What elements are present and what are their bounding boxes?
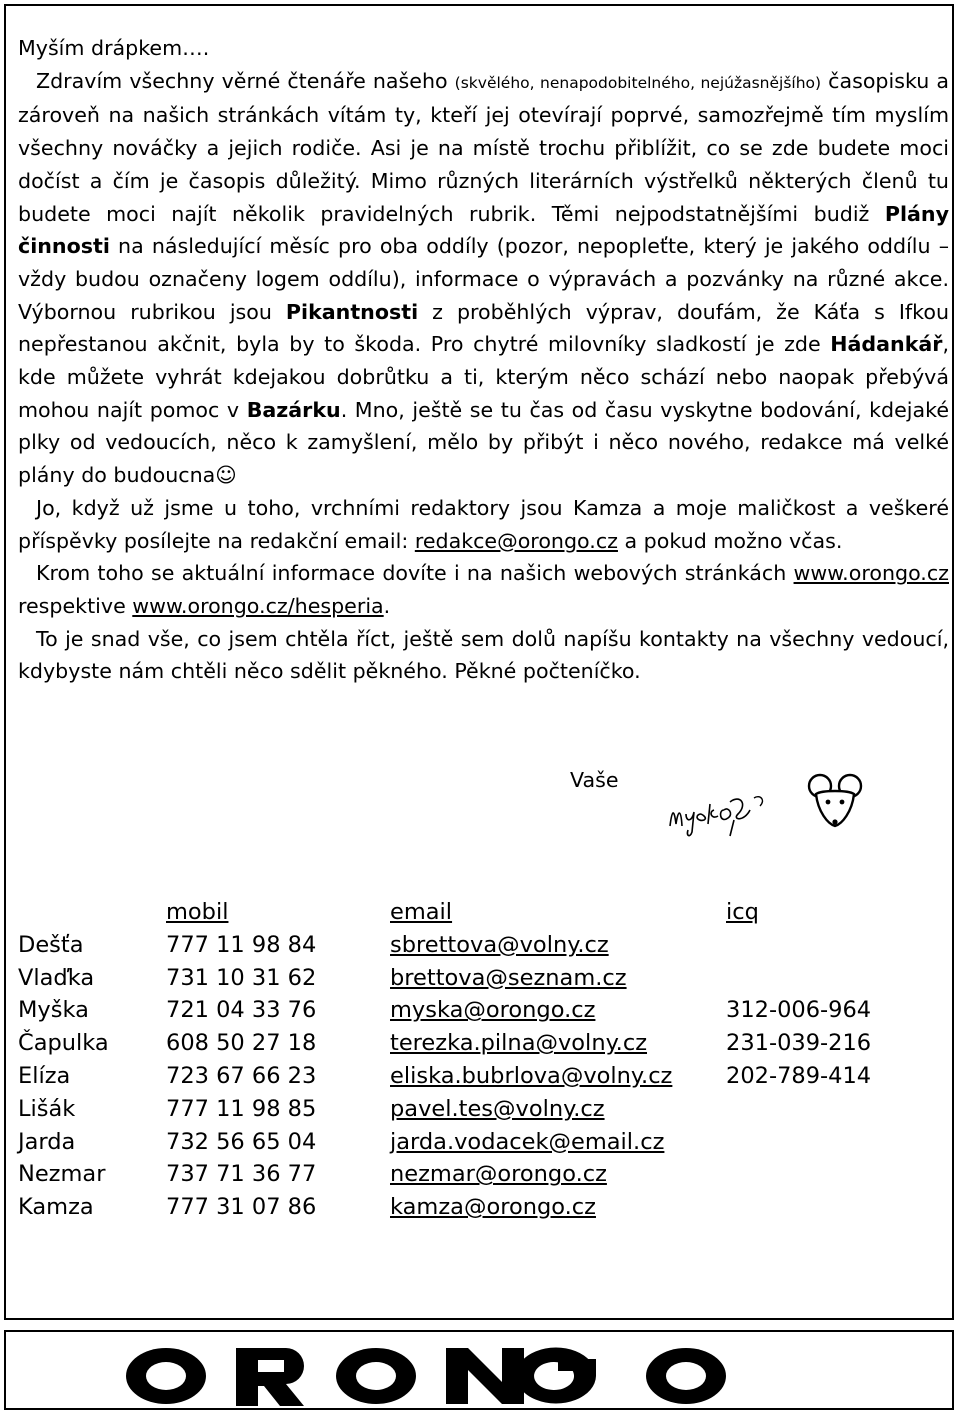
contact-email-link[interactable]: myska@orongo.cz	[390, 997, 596, 1024]
contact-phone: 723 67 66 23	[166, 1062, 317, 1089]
editors-text: Jo, když už jsme u toho, vrchními redaktory jsou Kamza a moje maličkost a veškeré příspěvky posílejte na redakční email:	[18, 495, 949, 553]
web-text-end: .	[383, 593, 391, 618]
intro-text: . Mno, ještě se tu čas od času vyskytne bodování, kdejaké plky od vedoucích, něco k zamyšlení, mělo by přibýt i něco nového, redakce má velké plány do budoucna☺	[18, 397, 949, 488]
contact-phone: 721 04 33 76	[166, 997, 317, 1024]
contact-icq: 231-039-216	[726, 1030, 872, 1057]
contact-email-link[interactable]: jarda.vodacek@email.cz	[390, 1128, 665, 1155]
contact-name: Vlaďka	[18, 964, 95, 991]
rubric-name: Pikantnosti	[285, 299, 419, 324]
contact-email-link[interactable]: eliska.bubrlova@volny.cz	[390, 1062, 673, 1089]
contact-email-link[interactable]: terezka.pilna@volny.cz	[390, 1030, 648, 1057]
orongo-logo	[16, 1340, 946, 1410]
contact-phone: 608 50 27 18	[166, 1030, 317, 1057]
contact-name: Myška	[18, 997, 89, 1024]
letter-paragraph-closing: To je snad vše, co jsem chtěla říct, ještě sem dolů napíšu kontakty na všechny vedoucí, kdybyste nám chtěli něco sdělit pěkného. Pěkné počteníčko.	[18, 626, 949, 684]
rubric-name: Bazárku	[246, 397, 341, 422]
contact-name: Lišák	[18, 1095, 76, 1122]
intro-text: , kde můžete vyhrát kdejakou dobrůtku a ti, kterým něco schází nebo naopak přebývá mohou najít pomoc v	[18, 332, 949, 422]
letter-greeting: Myším drápkem….	[18, 36, 210, 60]
rubric-name: Hádankář	[830, 332, 943, 357]
contact-icq: 312-006-964	[726, 997, 872, 1024]
logo-frame	[4, 1330, 954, 1410]
intro-text: časopisku a zároveň na našich stránkách vítám ty, kteří jej otevírají poprvé, samozřejmě tím myslím všechny nováčky a jejich rodiče. Asi je na místě trochu přiblížit, co se zde budete moci dočíst a čím je časopis důležitý. Mimo různých literárních výstřelků některých členů tu budete moci najít několik pravidelných rubrik. Těmi nejpodstatnějšími budiž	[18, 68, 949, 226]
hesperia-link[interactable]: www.orongo.cz/hesperia	[132, 593, 384, 618]
contact-name: Čapulka	[18, 1030, 109, 1057]
rubric-name: Plány činnosti	[18, 201, 949, 259]
contact-name: Jarda	[18, 1128, 76, 1155]
contact-phone: 777 31 07 86	[166, 1194, 317, 1221]
contact-phone: 731 10 31 62	[166, 964, 317, 991]
header-email: email	[390, 899, 453, 925]
closing-word: Vaše	[570, 768, 619, 792]
letter-paragraph-web	[18, 557, 949, 622]
contact-name: Dešťa	[18, 931, 84, 958]
editorial-email-link[interactable]: redakce@orongo.cz	[414, 528, 618, 553]
editorial-letter	[18, 32, 949, 688]
contact-phone: 777 11 98 85	[166, 1095, 317, 1122]
intro-text: na následující měsíc pro oba oddíly (pozor, nepopleťte, který je jakého oddílu – vždy budou označeny logem oddílu), informace o výpravách a pozvánky na různé akce. Výbornou rubrikou jsou	[18, 234, 949, 324]
contact-email-link[interactable]: kamza@orongo.cz	[390, 1194, 596, 1221]
contact-email-link[interactable]: nezmar@orongo.cz	[390, 1161, 607, 1188]
web-text-mid: respektive	[18, 593, 133, 618]
aside-text: (skvělého, nenapodobitelného, nejúžasnějšího)	[454, 73, 822, 92]
contact-email-link[interactable]: sbrettova@volny.cz	[390, 931, 609, 958]
contact-name: Elíza	[18, 1062, 71, 1089]
contact-phone: 777 11 98 84	[166, 931, 317, 958]
contact-email-link[interactable]: pavel.tes@volny.cz	[390, 1095, 605, 1122]
editors-text-end: a pokud možno včas.	[617, 528, 843, 553]
contact-email-link[interactable]: brettova@seznam.cz	[390, 964, 627, 991]
contact-name: Kamza	[18, 1194, 94, 1221]
letter-paragraph-intro	[18, 65, 949, 492]
contact-icq: 202-789-414	[726, 1062, 872, 1089]
header-phone: mobil	[166, 899, 229, 925]
website-link[interactable]: www.orongo.cz	[793, 561, 949, 586]
contact-phone: 737 71 36 77	[166, 1161, 317, 1188]
web-text: Krom toho se aktuální informace dovíte i na našich webových stránkách	[36, 561, 794, 586]
contact-phone: 732 56 65 04	[166, 1128, 317, 1155]
handwritten-signature	[664, 780, 784, 840]
mouse-icon	[806, 772, 864, 830]
letter-paragraph-editors	[18, 492, 949, 557]
intro-text: Zdravím všechny věrné čtenáře našeho	[36, 68, 455, 93]
header-icq: icq	[726, 899, 759, 925]
contact-name: Nezmar	[18, 1161, 106, 1188]
intro-text: z proběhlých výprav, doufám, že Káťa s Ifkou nepřestanou akčnit, byla by to škoda. Pro chytré milovníky sladkostí je zde	[18, 299, 949, 357]
